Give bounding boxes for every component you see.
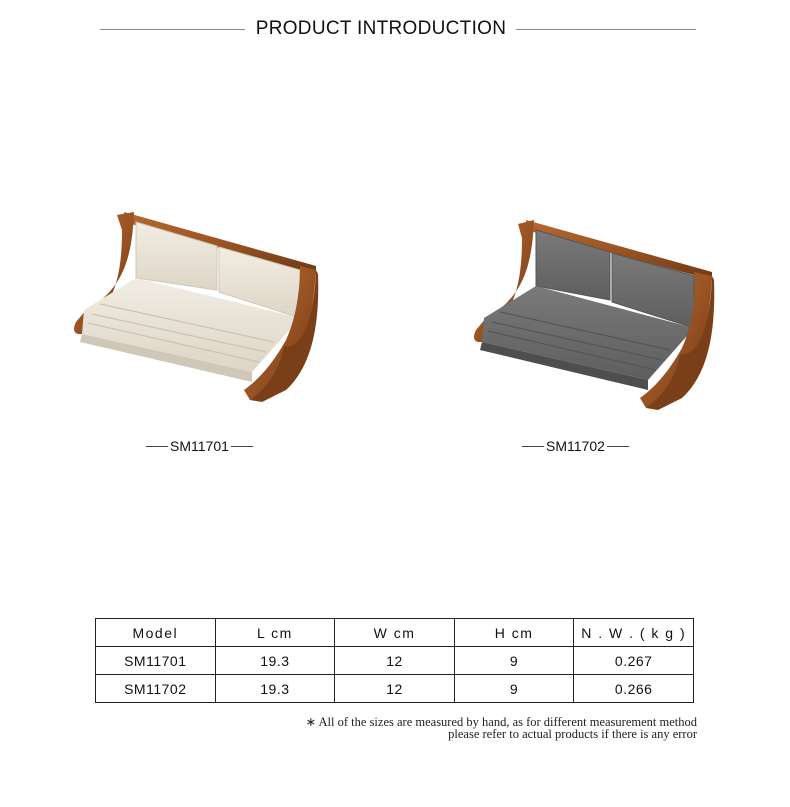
caption-dash-left [146, 446, 168, 447]
cell-model: SM11701 [96, 647, 216, 675]
page-title: PRODUCT INTRODUCTION [255, 18, 507, 39]
measurement-note [150, 716, 697, 740]
product-model-label: SM11702 [546, 438, 605, 454]
cell-height: 9 [454, 647, 574, 675]
column-header-net-weight: N . W . ( k g ) [574, 619, 694, 647]
cell-length: 19.3 [215, 675, 335, 703]
product-caption-2 [522, 438, 629, 454]
header-rule-left [100, 29, 245, 30]
caption-dash-right [231, 446, 253, 447]
note-line-1: ∗ All of the sizes are measured by hand, as for different measurement method [305, 715, 697, 729]
spec-table [95, 618, 694, 703]
caption-dash-right [607, 446, 629, 447]
column-header-model: Model [96, 619, 216, 647]
caption-dash-left [522, 446, 544, 447]
cell-net-weight: 0.266 [574, 675, 694, 703]
header-rule-right [516, 29, 696, 30]
cell-height: 9 [454, 675, 574, 703]
product-image-sm11702 [460, 210, 730, 425]
column-header-height: H cm [454, 619, 574, 647]
cell-net-weight: 0.267 [574, 647, 694, 675]
table-header-row [96, 619, 694, 647]
product-model-label: SM11701 [170, 438, 229, 454]
table-row [96, 647, 694, 675]
cell-model: SM11702 [96, 675, 216, 703]
note-line-2: please refer to actual products if there is any error [448, 727, 697, 741]
column-header-length: L cm [215, 619, 335, 647]
table-row [96, 675, 694, 703]
section-header [0, 18, 790, 42]
cell-width: 12 [335, 647, 455, 675]
cell-width: 12 [335, 675, 455, 703]
cell-length: 19.3 [215, 647, 335, 675]
column-header-width: W cm [335, 619, 455, 647]
product-image-sm11701 [62, 200, 332, 415]
product-caption-1 [146, 438, 253, 454]
